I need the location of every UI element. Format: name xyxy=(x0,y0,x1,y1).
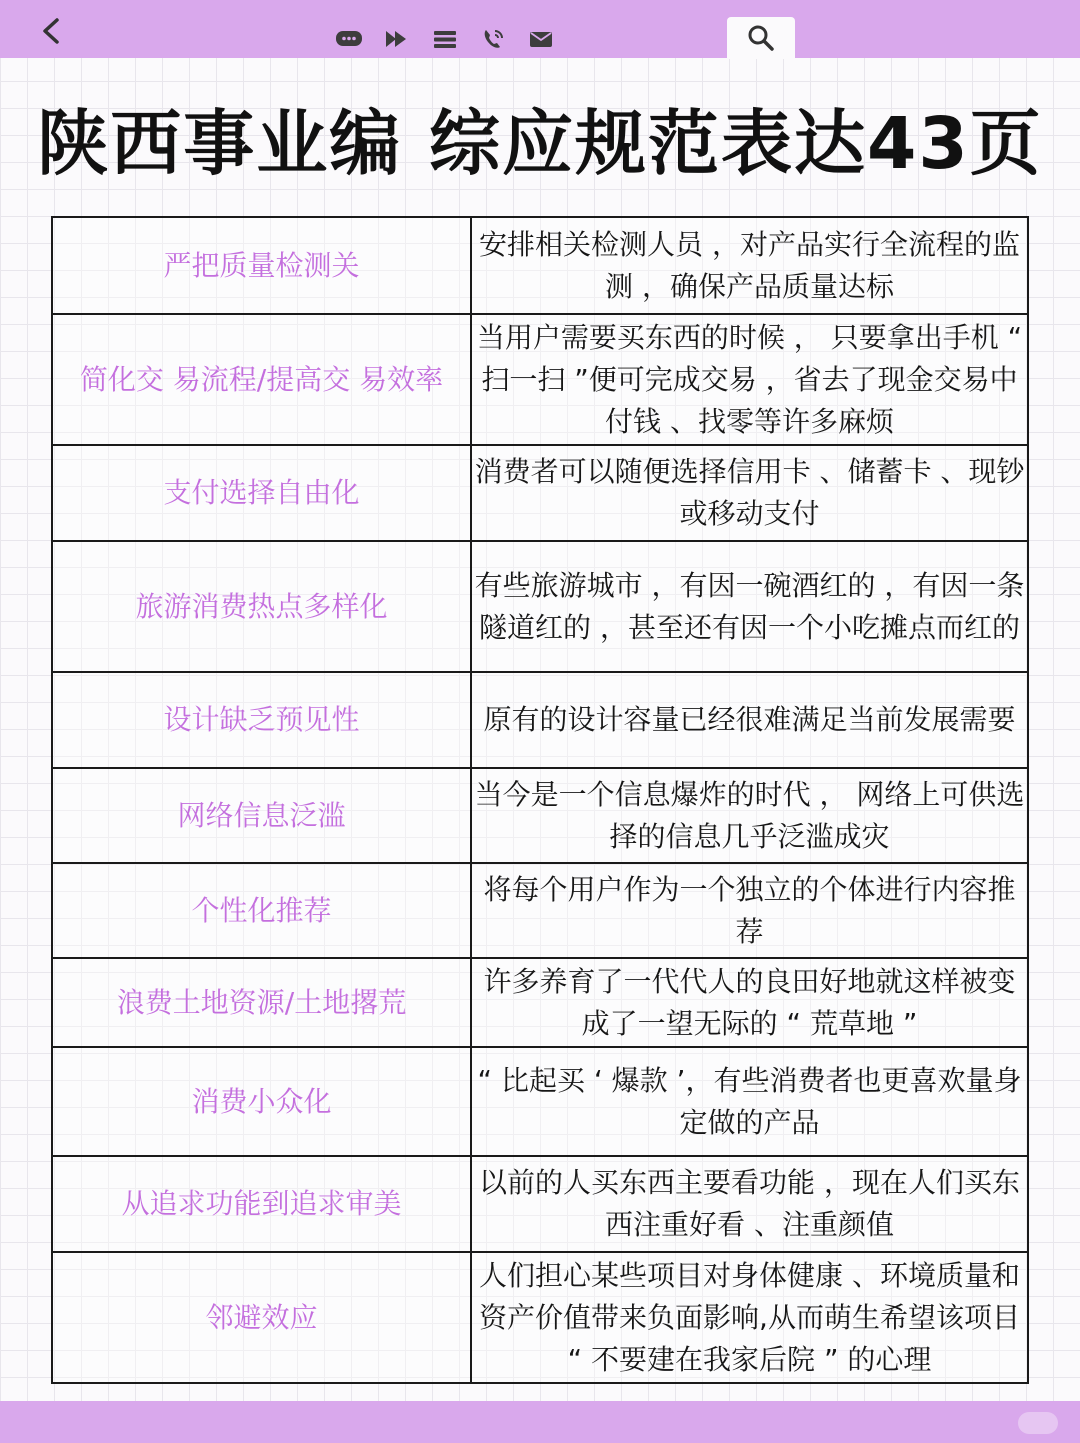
table-row xyxy=(52,863,1028,958)
keyword-cell: 网络信息泛滥 xyxy=(52,768,471,863)
table-row xyxy=(52,958,1028,1047)
page-title: 陕西事业编 综应规范表达43页 xyxy=(37,102,1043,185)
description-cell: 许多养育了一代代人的良田好地就这样被变成了一望无际的 “ 荒草地 ” xyxy=(471,958,1028,1047)
description-cell: “ 比起买 ‘ 爆款 ’，有些消费者也更喜欢量身定做的产品 xyxy=(471,1047,1028,1156)
table-row xyxy=(52,445,1028,541)
table-row xyxy=(52,768,1028,863)
watermark-badge xyxy=(1018,1412,1058,1434)
mail-icon[interactable] xyxy=(526,24,556,54)
search-icon xyxy=(746,23,776,53)
description-cell: 有些旅游城市 ，有因一碗酒红的 ，有因一条隧道红的 ，甚至还有因一个小吃摊点而红的 xyxy=(471,541,1028,672)
list-icon[interactable] xyxy=(430,24,460,54)
phone-icon[interactable] xyxy=(478,24,508,54)
keyword-cell: 浪费土地资源/土地撂荒 xyxy=(52,958,471,1047)
keyword-cell: 邻避效应 xyxy=(52,1252,471,1383)
expression-table xyxy=(51,216,1029,1384)
description-cell: 原有的设计容量已经很难满足当前发展需要 xyxy=(471,672,1028,768)
table-row xyxy=(52,541,1028,672)
table-row xyxy=(52,1047,1028,1156)
description-cell: 安排相关检测人员 ，对产品实行全流程的监测 ，确保产品质量达标 xyxy=(471,217,1028,314)
chevron-left-icon xyxy=(38,17,64,45)
top-bar xyxy=(0,0,1080,58)
table-row xyxy=(52,217,1028,314)
description-cell: 将每个用户作为一个独立的个体进行内容推荐 xyxy=(471,863,1028,958)
description-cell: 当今是一个信息爆炸的时代 ， 网络上可供选择的信息几乎泛滥成灾 xyxy=(471,768,1028,863)
keyword-cell: 严把质量检测关 xyxy=(52,217,471,314)
table-row xyxy=(52,1156,1028,1252)
toolbar-icons xyxy=(334,24,556,54)
search-button[interactable] xyxy=(727,17,795,59)
description-cell: 人们担心某些项目对身体健康 、环境质量和资产价值带来负面影响,从而萌生希望该项目 “ 不要建在我家后院 ” 的心理 xyxy=(471,1252,1028,1383)
keyword-cell: 设计缺乏预见性 xyxy=(52,672,471,768)
table-row xyxy=(52,672,1028,768)
keyword-cell: 个性化推荐 xyxy=(52,863,471,958)
table-row xyxy=(52,1252,1028,1383)
keyword-cell: 支付选择自由化 xyxy=(52,445,471,541)
table-row xyxy=(52,314,1028,445)
back-button[interactable] xyxy=(36,18,66,44)
bottom-bar xyxy=(0,1401,1080,1443)
forward-icon[interactable] xyxy=(382,24,412,54)
description-cell: 以前的人买东西主要看功能 ，现在人们买东西注重好看 、注重颜值 xyxy=(471,1156,1028,1252)
description-cell: 消费者可以随便选择信用卡 、储蓄卡 、现钞或移动支付 xyxy=(471,445,1028,541)
keyword-cell: 从追求功能到追求审美 xyxy=(52,1156,471,1252)
keyword-cell: 旅游消费热点多样化 xyxy=(52,541,471,672)
chat-bubble-icon[interactable] xyxy=(334,24,364,54)
keyword-cell: 消费小众化 xyxy=(52,1047,471,1156)
keyword-cell: 简化交 易流程/提高交 易效率 xyxy=(52,314,471,445)
description-cell: 当用户需要买东西的时候 ， 只要拿出手机 “ 扫一扫 ”便可完成交易 ，省去了现金交易中付钱 、找零等许多麻烦 xyxy=(471,314,1028,445)
